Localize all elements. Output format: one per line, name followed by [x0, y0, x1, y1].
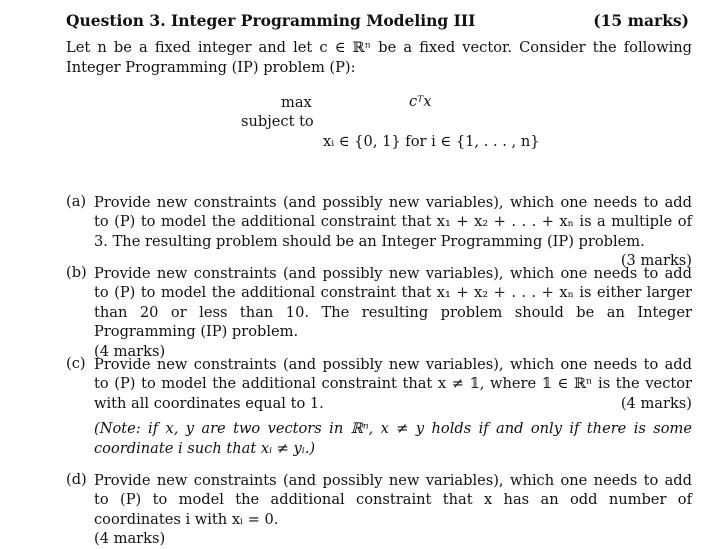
- question-c-label: (c): [66, 355, 86, 372]
- question-a-text: Provide new constraints (and possibly new variables), which one needs to add to (P) to model the additional constraint that x₁ + x₂ + . . . + xₙ is a multiple of 3. The resulting problem should be an Integer Programming (IP) problem.: [94, 194, 692, 250]
- question-c-note: (Note: if x, y are two vectors in ℝⁿ, x ≠ y holds if and only if there is some coordinate i such that xᵢ ≠ yᵢ.): [94, 420, 692, 457]
- question-d: [94, 471, 692, 549]
- question-b: [94, 264, 692, 361]
- question-c: [94, 355, 692, 458]
- question-b-label: (b): [66, 264, 87, 281]
- question-a-label: (a): [66, 193, 87, 210]
- question-c-marks: (4 marks): [620, 394, 692, 412]
- question-d-text: Provide new constraints (and possibly new variables), which one needs to add to (P) to model the additional constraint that x has an odd number of coordinates i with xᵢ = 0.: [94, 472, 692, 528]
- question-b-text: Provide new constraints (and possibly new variables), which one needs to add to (P) to model the additional constraint that x₁ + x₂ + . . . + xₙ is either larger than 20 or less than 10. The resulting problem should be an Integer Programming (IP) problem.: [94, 265, 692, 341]
- question-d-label: (d): [66, 471, 87, 488]
- program-objective: cᵀx: [409, 93, 432, 110]
- program-max-label: max: [281, 94, 312, 111]
- question-d-marks: (4 marks): [94, 530, 166, 548]
- total-marks: (15 marks): [593, 11, 689, 30]
- question-b-marks: (4 marks): [94, 342, 166, 360]
- question-a: [94, 193, 692, 271]
- program-constraint: xᵢ ∈ {0, 1} for i ∈ {1, . . . , n}: [323, 133, 540, 150]
- intro-paragraph: Let n be a fixed integer and let c ∈ ℝⁿ be a fixed vector. Consider the following Integer Programming (IP) problem (P):: [66, 39, 692, 76]
- question-c-text: Provide new constraints (and possibly new variables), which one needs to add to (P) to model the additional constraint that x ≠ 𝟙, where 𝟙 ∈ ℝⁿ is the vector with all coordinates equal to 1.: [94, 356, 692, 412]
- question-a-marks: (3 marks): [620, 252, 692, 270]
- program-subject-to-label: subject to: [241, 113, 314, 130]
- question-title: Question 3. Integer Programming Modeling III: [66, 11, 476, 30]
